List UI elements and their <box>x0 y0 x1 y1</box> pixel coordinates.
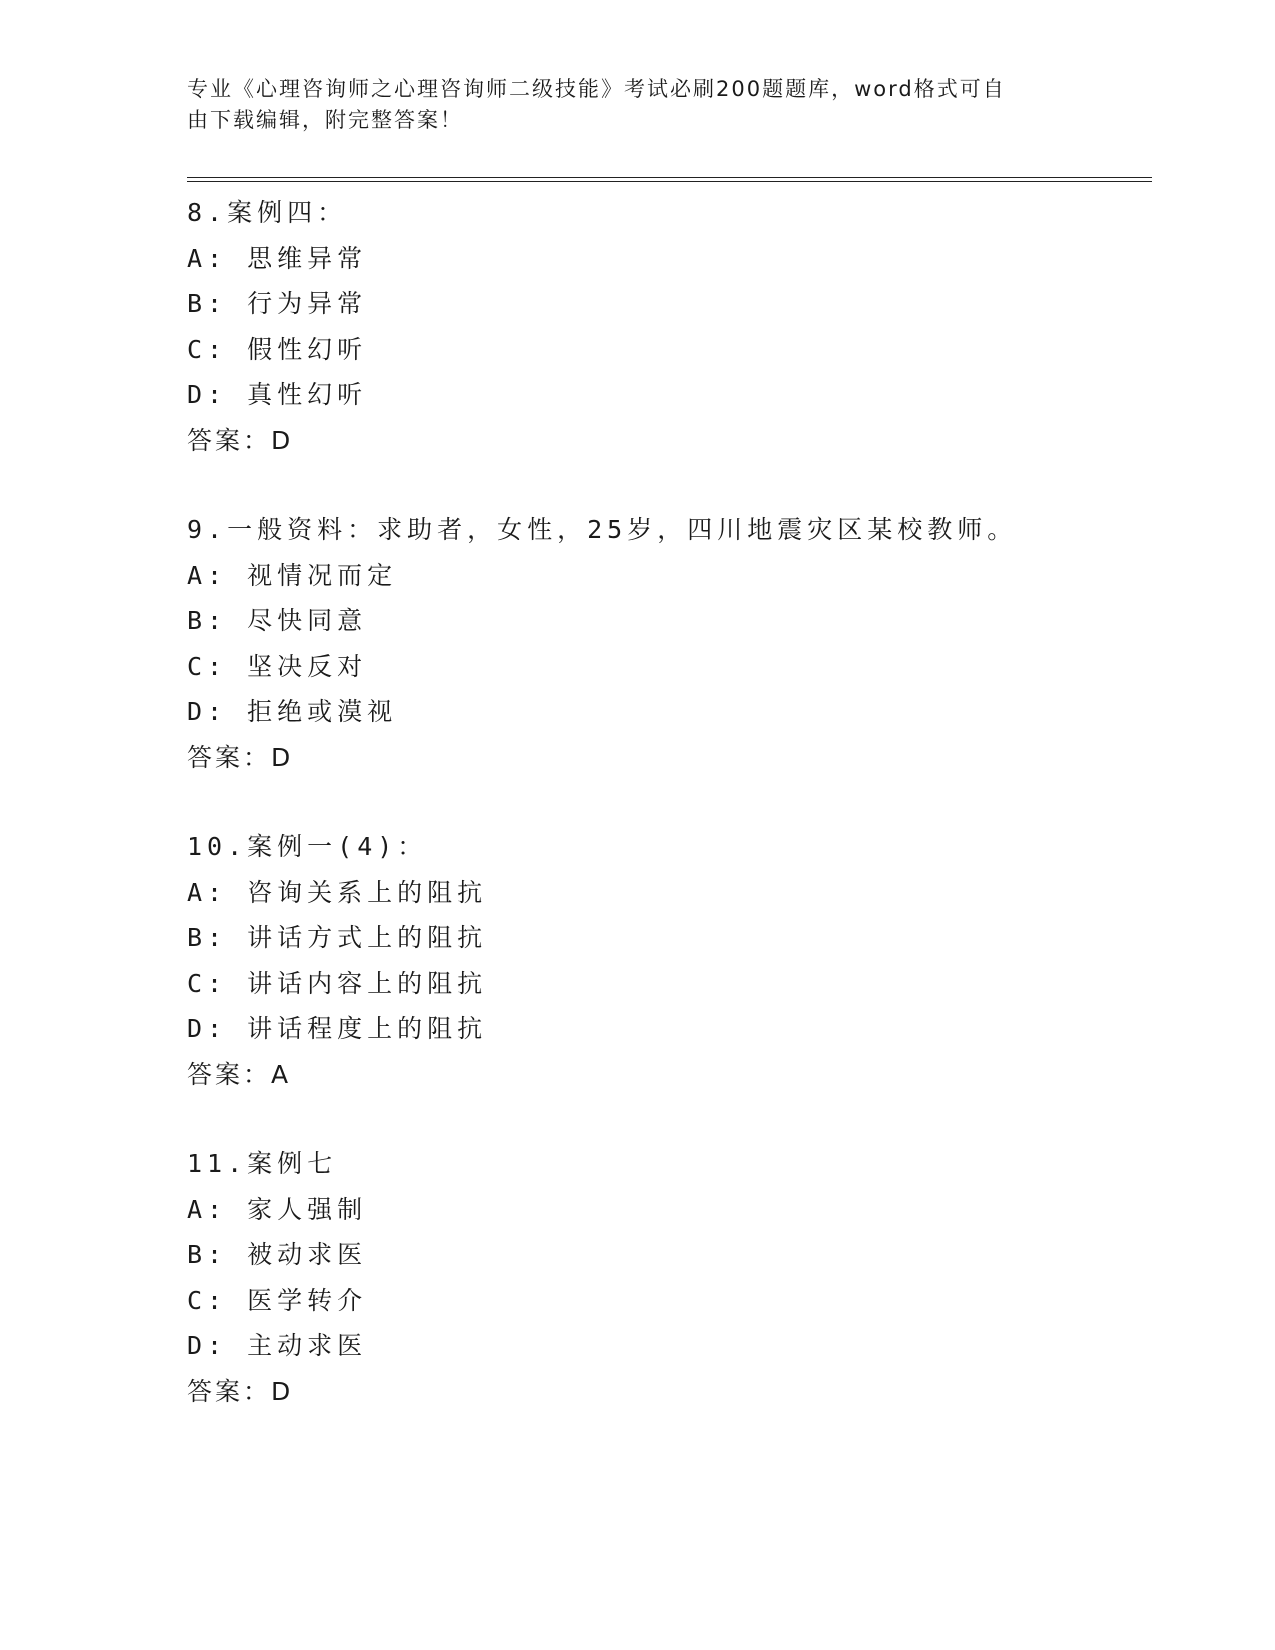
option-b: B: 被动求医 <box>187 1240 368 1269</box>
option-c: C: 坚决反对 <box>187 651 368 681</box>
option-d: D: 主动求医 <box>187 1331 368 1360</box>
answer-line: 答案：D <box>187 425 294 455</box>
option-b: B: 行为异常 <box>187 289 368 318</box>
option-a: A: 家人强制 <box>187 1194 368 1224</box>
question-title: 11.案例七 <box>187 1149 338 1178</box>
question-title: 8.案例四： <box>187 198 348 227</box>
question-title: 9.一般资料：求助者，女性，25岁，四川地震灾区某校教师。 <box>187 515 1018 544</box>
answer-line: 答案：D <box>187 742 294 772</box>
option-b: B: 尽快同意 <box>187 606 368 635</box>
header-divider <box>187 177 1152 182</box>
option-c: C: 医学转介 <box>187 1285 368 1315</box>
document-header <box>187 74 1067 136</box>
header-line-2: 由下载编辑，附完整答案！ <box>187 108 463 132</box>
option-b: B: 讲话方式上的阻抗 <box>187 923 488 952</box>
question-title: 10.案例一(4)： <box>187 832 428 861</box>
option-c: C: 讲话内容上的阻抗 <box>187 968 488 998</box>
answer-line: 答案：A <box>187 1059 292 1089</box>
option-d: D: 讲话程度上的阻抗 <box>187 1014 488 1043</box>
option-d: D: 真性幻听 <box>187 380 368 409</box>
question-list <box>187 190 1147 1458</box>
option-a: A: 咨询关系上的阻抗 <box>187 877 488 907</box>
question-11 <box>187 1141 1147 1414</box>
option-a: A: 思维异常 <box>187 243 368 273</box>
option-a: A: 视情况而定 <box>187 560 398 590</box>
question-10 <box>187 824 1147 1097</box>
header-line-1: 专业《心理咨询师之心理咨询师二级技能》考试必刷200题题库，word格式可自 <box>187 77 1006 101</box>
answer-line: 答案：D <box>187 1376 294 1406</box>
option-c: C: 假性幻听 <box>187 334 368 364</box>
question-9 <box>187 507 1147 780</box>
question-8 <box>187 190 1147 463</box>
option-d: D: 拒绝或漠视 <box>187 697 398 726</box>
